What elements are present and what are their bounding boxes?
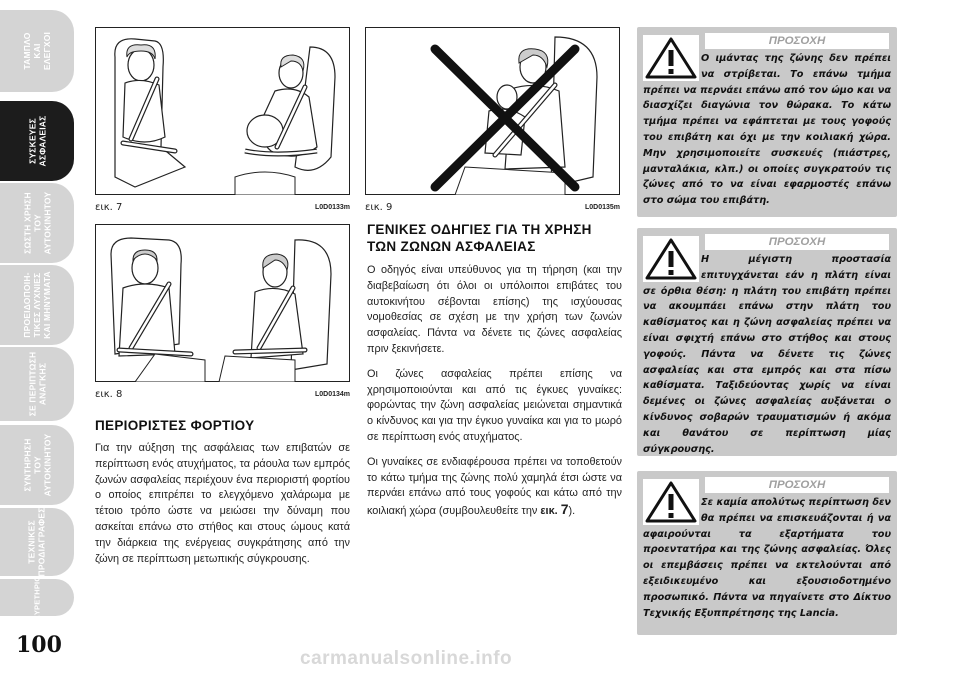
tab-technical-specs[interactable] [0,508,74,576]
warning-box-1 [637,27,897,217]
warning-title-bar [705,234,889,250]
passengers-seatbelt-illustration [95,224,350,382]
tab-label: ΠΡΟΕΙΔΟΠΟΙΗ- ΤΙΚΕΣ ΛΥΧΝΙΕΣ ΚΑΙ ΜΗΝΥΜΑΤΑ [21,271,52,339]
tab-label: ΕΥΡΕΤΗΡΙΟ [31,575,41,620]
figure-code: L0D0133m [314,204,350,211]
section-body: Για την αύξηση της ασφάλειας των επιβατών σε περίπτωση ενός ατυχήματος, τα ράουλα των εμπρός ζωνών ασφαλείας περιέχουν ένα περιοριστή φορτίου ο οποίος επιτρέπει το ελεγχόμενο χαλάρωμα με τέτοιο τρόπο ώστε να μειώσει την δύναμη που ασκείται επάνω στο στήθος και στους ώμους κατά την διάρκεια της ενέργειας συγκράτησης από την ζώνη σε περίπτωση μετωπικής σύγκρουσης. [95,442,350,565]
figure-caption: εικ. 8 [95,389,123,400]
tab-label: ΣΥΝΤΗΡΗΣΗ ΤΟΥ ΑΥΤΟΚΙΝΗΤΟΥ [22,433,52,497]
figure-7 [95,27,350,227]
tab-emergency[interactable] [0,347,74,421]
tab-safety-devices[interactable] [0,101,74,181]
tab-label: ΣΩΣΤΗ ΧΡΗΣΗ ΤΟΥ ΑΥΤΟΚΙΝΗΤΟΥ [22,191,52,255]
tab-warning-lights[interactable] [0,265,74,345]
general-instructions-section [367,221,622,520]
figure-code: L0D0134m [314,391,350,398]
figure-reference[interactable]: εικ. [540,505,558,518]
figure-9 [365,27,620,227]
tab-label: ΤΕΧΝΙΚΕΣ ΠΡΟΔΙΑΓΡΑΦΕΣ [26,507,47,577]
tab-correct-use[interactable] [0,183,74,263]
tab-dashboard-controls[interactable] [0,10,74,92]
section-title: ΓΕΝΙΚΕΣ ΟΔΗΓΙΕΣ ΓΙΑ ΤΗ ΧΡΗΣΗ ΤΩΝ ΖΩΝΩΝ ΑΣΦΑΛΕΙΑΣ [367,222,592,254]
warning-title: ΠΡΟΣΟΧΗ [768,479,826,491]
watermark: carmanualsonline.info [300,648,513,669]
warning-box-2 [637,228,897,456]
paragraph-text: Οι γυναίκες σε ενδιαφέρουσα πρέπει να τοποθετούν το κάτω τμήμα της ζώνης πολύ χαμηλά έτσι ώστε να περνάει επάνω από τους γοφούς και κάτω από την κοιλιακή χώρα (συμβουλευθείτε την [367,455,622,518]
section-title: ΠΕΡΙΟΡΙΣΤΕΣ ΦΟΡΤΙΟΥ [95,418,255,433]
figure-caption: εικ. 9 [365,202,393,213]
paragraph [367,455,622,520]
section-tabs [0,0,78,620]
figure-caption: εικ. 7 [95,202,123,213]
tab-label: ΤΑΜΠΛΟ ΚΑΙ ΕΛΕΓΧΟΙ [21,31,52,71]
warning-text: Σε καμία απολύτως περίπτωση δεν θα πρέπει να επισκευάζονται ή να αφαιρούνται τα εξαρτήματα του προεντατήρα και της ζώνης ασφαλείας. Όλες οι επεμβάσεις πρέπει να εκτελούνται από εξειδικευμένο και εξουσιοδοτημένο προσωπικό. Πάντα να πηγαίνετε στο Δίκτυο Τεχνικής Εξυππρέτησης της Lancia. [643,497,891,619]
warning-title: ΠΡΟΣΟΧΗ [768,236,826,248]
warning-title-bar [705,477,889,493]
figure-reference-number[interactable]: 7 [560,501,569,518]
tab-index[interactable] [0,575,74,620]
child-on-lap-wrong-illustration [365,27,620,195]
page-number: 100 [16,632,62,658]
tab-label: ΣΥΣΚΕΥΕΣ ΑΣΦΑΛΕΙΑΣ [27,115,47,167]
pregnant-woman-seatbelt-illustration [95,27,350,195]
paragraph: Ο οδηγός είναι υπεύθυνος για τη τήρηση (και την διαβεβαίωση ότι όλοι οι υπόλοιποι επιβάτες του αυτοκινήτου σέβονται επίσης) της ισχύουσας νομοθεσίας σε σχέση με την χρήση των ζωνών ασφαλείας. Πάντα να δένετε τις ζώνες ασφαλείας πριν ξεκινήσετε. [367,264,622,355]
warning-text: Η μέγιστη προστασία επιτυγχάνεται εάν η πλάτη είναι σε όρθια θέση: η πλάτη του επιβάτη πρέπει να ακουμπάει επάνω στην πλάτη του καθίσματος και η ζώνη ασφαλείας πρέπει να είναι σφιχτή επάνω στο στήθος και στους γοφούς. Πάντα να δένετε τις ζώνες ασφαλείας και στα εμπρός και στα πίσω καθίσματα. Ταξιδεύοντας χωρίς να είναι δεμένες οι ζώνες ασφαλείας αυξάνεται ο κίνδυνος σοβαρών τραυματισμών ή ακόμα και θανάτου σε περίπτωση μίας σύγκρουσης. [643,254,891,455]
warning-title-bar [705,33,889,49]
tab-label: ΣΕ ΠΕΡΙΠΤΩΣΗ ΑΝΑΓΚΗΣ [26,351,47,417]
warning-text: Ο ιμάντας της ζώνης δεν πρέπει να στρίβεται. Το επάνω τμήμα πρέπει να περνάει επάνω από τον ώμο και να διασχίζει διαγώνια τον θώρακα. Το κάτω τμήμα πρέπει να εφάπτεται με τους γοφούς του επιβάτη και όχι με την κοιλιακή χώρα. Μην χρησιμοποιείτε συσκευές (πιάστρες, μανταλάκια, κλπ.) οι οποίες συγκρατούν τις ζώνες από το να είναι εφαρμοστές επάνω στο σώμα του επιβάτη. [643,53,891,207]
paragraph-end: ). [568,505,576,518]
load-limiters-section [95,417,350,567]
figure-code: L0D0135m [584,204,620,211]
tab-maintenance[interactable] [0,425,74,505]
warning-box-3 [637,471,897,635]
warning-title: ΠΡΟΣΟΧΗ [768,35,826,47]
paragraph: Οι ζώνες ασφαλείας πρέπει επίσης να χρησιμοποιούνται και από τις έγκυες γυναίκες: φορώντας την ζώνη ασφαλείας μειώνεται σημαντικά ο κίνδυνος και για την έγκυο γυναίκα και για το μωρό σε περίπτωση ενός ατυχήματος. [367,367,622,443]
figure-8 [95,224,350,424]
